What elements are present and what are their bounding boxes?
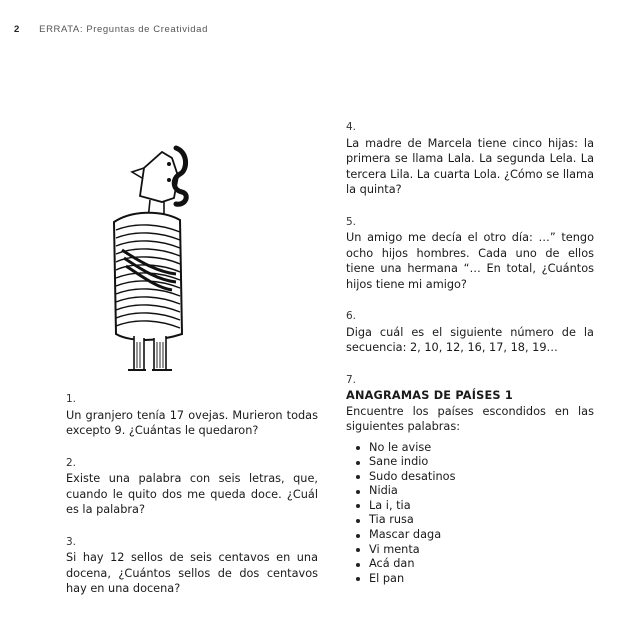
list-item: El pan — [356, 572, 594, 587]
question-text: Un amigo me decía el otro día: …” tengo ocho hijos hombres. Cada uno de ellos tiene una hermana “… En total, ¿Cuántos hijos tiene mi amigo? — [346, 231, 594, 291]
question-text: Un granjero tenía 17 ovejas. Murieron todas excepto 9. ¿Cuántas le quedaron? — [66, 408, 318, 437]
question-2 — [66, 456, 318, 518]
question-number: 2. — [66, 456, 77, 469]
list-item: No le avise — [356, 441, 594, 456]
wrapped-man-illustration-icon — [92, 138, 192, 378]
list-item: Vi menta — [356, 543, 594, 558]
list-item: La i, tia — [356, 499, 594, 514]
list-item: Sudo desatinos — [356, 470, 594, 485]
list-item: Nidia — [356, 484, 594, 499]
left-column — [66, 392, 318, 614]
question-number: 6. — [346, 310, 357, 322]
question-number: 7. — [346, 373, 357, 386]
page-number: 2 — [14, 24, 20, 35]
running-header — [14, 24, 208, 35]
list-item: Sane indio — [356, 455, 594, 470]
question-7 — [346, 373, 594, 587]
question-text: Existe una palabra con seis letras, que, cuando le quito dos me queda doce. ¿Cuál es la palabra? — [66, 472, 318, 516]
question-number: 4. — [346, 121, 357, 133]
list-item: Mascar daga — [356, 528, 594, 543]
question-number: 5. — [346, 215, 357, 228]
question-5 — [346, 215, 594, 293]
question-text: Diga cuál es el siguiente número de la secuencia: 2, 10, 12, 16, 17, 18, 19… — [346, 325, 594, 354]
question-text: Encuentre los países escondidos en las siguientes palabras: — [346, 404, 594, 433]
running-title: ERRATA: Preguntas de Creatividad — [39, 24, 208, 35]
question-text: Si hay 12 sellos de seis centavos en una docena, ¿Cuántos sellos de dos centavos hay en una docena? — [66, 551, 318, 595]
right-column — [346, 120, 594, 603]
question-number: 1. — [66, 393, 77, 405]
question-text: La madre de Marcela tiene cinco hijas: la primera se llama Lala. La segunda Lela. La tercera Lila. La cuarta Lola. ¿Cómo se llama la quinta? — [346, 136, 594, 196]
question-6 — [346, 309, 594, 356]
list-item: Tia rusa — [356, 513, 594, 528]
question-title: ANAGRAMAS DE PAÍSES 1 — [346, 389, 513, 402]
question-1 — [66, 392, 318, 439]
question-3 — [66, 535, 318, 597]
question-4 — [346, 120, 594, 198]
list-item: Acá dan — [356, 557, 594, 572]
question-number: 3. — [66, 535, 77, 548]
anagram-list — [346, 441, 594, 587]
